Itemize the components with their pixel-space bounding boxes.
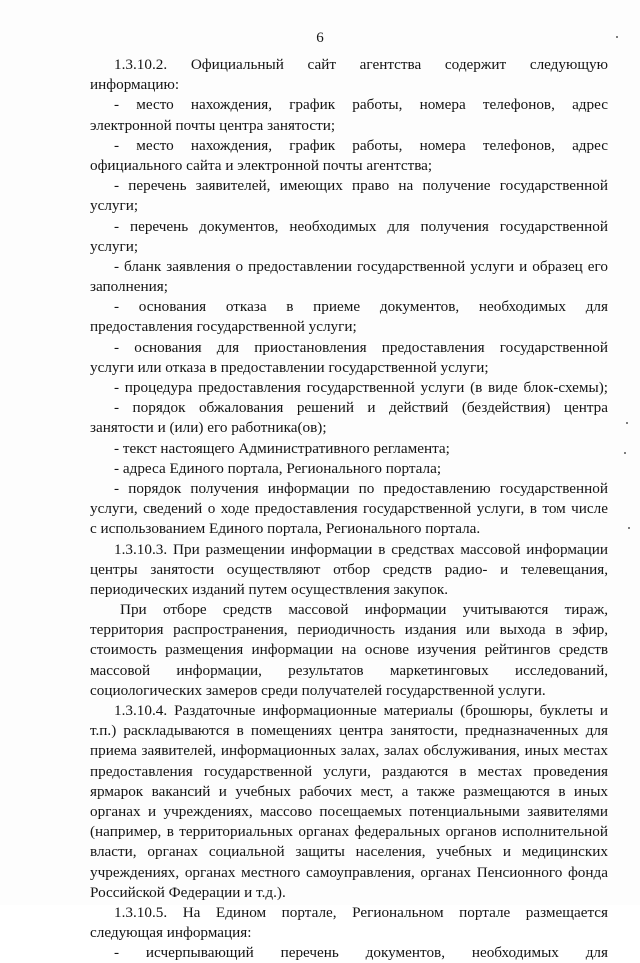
text-line: - текст настоящего Административного регламента; [114,439,450,457]
text-line: заполнения; [90,278,168,296]
text-line: Российской Федерации и т.д.). [90,883,286,901]
text-line: - перечень документов, необходимых для получения государственной [114,217,608,235]
text-line: - место нахождения, график работы, номера телефонов, адрес [114,96,608,114]
text-line: т.п.) раскладываются в помещениях центра занятости, предназначенных для [90,722,608,740]
text-line: При отборе средств массовой информации учитываются тираж, [120,601,608,619]
text-line: территория распространения, периодичность издания или выхода в эфир, [90,621,608,639]
text-line: - порядок обжалования решений и действий (бездействия) центра [114,399,608,417]
text-line: учреждениях, органах местного самоуправления, органах Пенсионного фонда [90,863,608,881]
scan-speck [626,422,628,424]
text-line: 1.3.10.3. При размещении информации в средствах массовой информации [114,540,608,558]
text-line: приема заявителей, информационных залах, залах обслуживания, иных местах [90,742,608,760]
text-line: органах и учреждениях, массово посещаемых потенциальными заявителями [90,802,608,820]
text-line: - перечень заявителей, имеющих право на получение государственной [114,177,608,195]
text-line: стоимость размещения информации на основе изучения рейтингов средств [90,641,608,659]
text-line: официального сайта и электронной почты агентства; [90,156,433,174]
text-line: информацию: [90,76,180,94]
document-body [90,55,608,963]
text-line: услуги; [90,197,139,215]
text-line: следующая информация: [90,924,252,942]
scan-speck [628,527,630,529]
scan-speck [616,36,618,38]
text-line: услуги; [90,237,139,255]
text-line: - основания для приостановления предоставления государственной [114,338,608,356]
text-line: услуги, сведений о ходе предоставления государственной услуги, в том числе [90,500,608,518]
text-line: предоставления государственной услуги; [90,318,357,336]
text-line: социологических замеров среди получателей государственной услуги. [90,681,546,699]
scan-speck [624,452,626,454]
text-line: ярмарок вакансий и учебных рабочих мест, а также размещаются в иных [90,782,608,800]
text-line: - процедура предоставления государственной услуги (в виде блок-схемы); [114,379,608,396]
text-line: 1.3.10.4. Раздаточные информационные материалы (брошюры, буклеты и [114,702,608,719]
text-line: - порядок получения информации по предоставлению государственной [114,479,608,497]
page-number: 6 [316,30,324,46]
text-line: с использованием Единого портала, Регионального портала. [90,520,481,538]
text-line: 1.3.10.5. На Едином портале, Региональном портале размещается [114,903,608,921]
text-line: занятости и (или) его работника(ов); [90,419,327,437]
text-line: 1.3.10.2. Официальный сайт агентства содержит следующую [114,56,608,73]
text-line: центры занятости осуществляют отбор средств радио- и телевещания, [90,560,608,578]
text-line: услуги или отказа в предоставлении государственной услуги; [90,358,489,376]
text-line: периодических изданий путем осуществления закупок. [90,580,449,598]
text-line: - основания отказа в приеме документов, необходимых для [114,298,608,316]
text-line: - бланк заявления о предоставлении государственной услуги и образец его [114,257,608,275]
text-line: власти, органах социальной защиты населения, учебных и медицинских [90,843,608,861]
text-line: - адреса Единого портала, Регионального портала; [114,459,442,477]
text-line: (например, в территориальных органах федеральных органов исполнительной [90,823,608,841]
text-line: - исчерпывающий перечень документов, необходимых для [114,944,608,962]
text-line: массовой информации, результатов маркетинговых исследований, [90,661,608,679]
text-line: электронной почты центра занятости; [90,116,336,134]
text-line: предоставления государственной услуги, раздаются в местах проведения [90,762,608,780]
text-line: - место нахождения, график работы, номера телефонов, адрес [114,136,608,154]
